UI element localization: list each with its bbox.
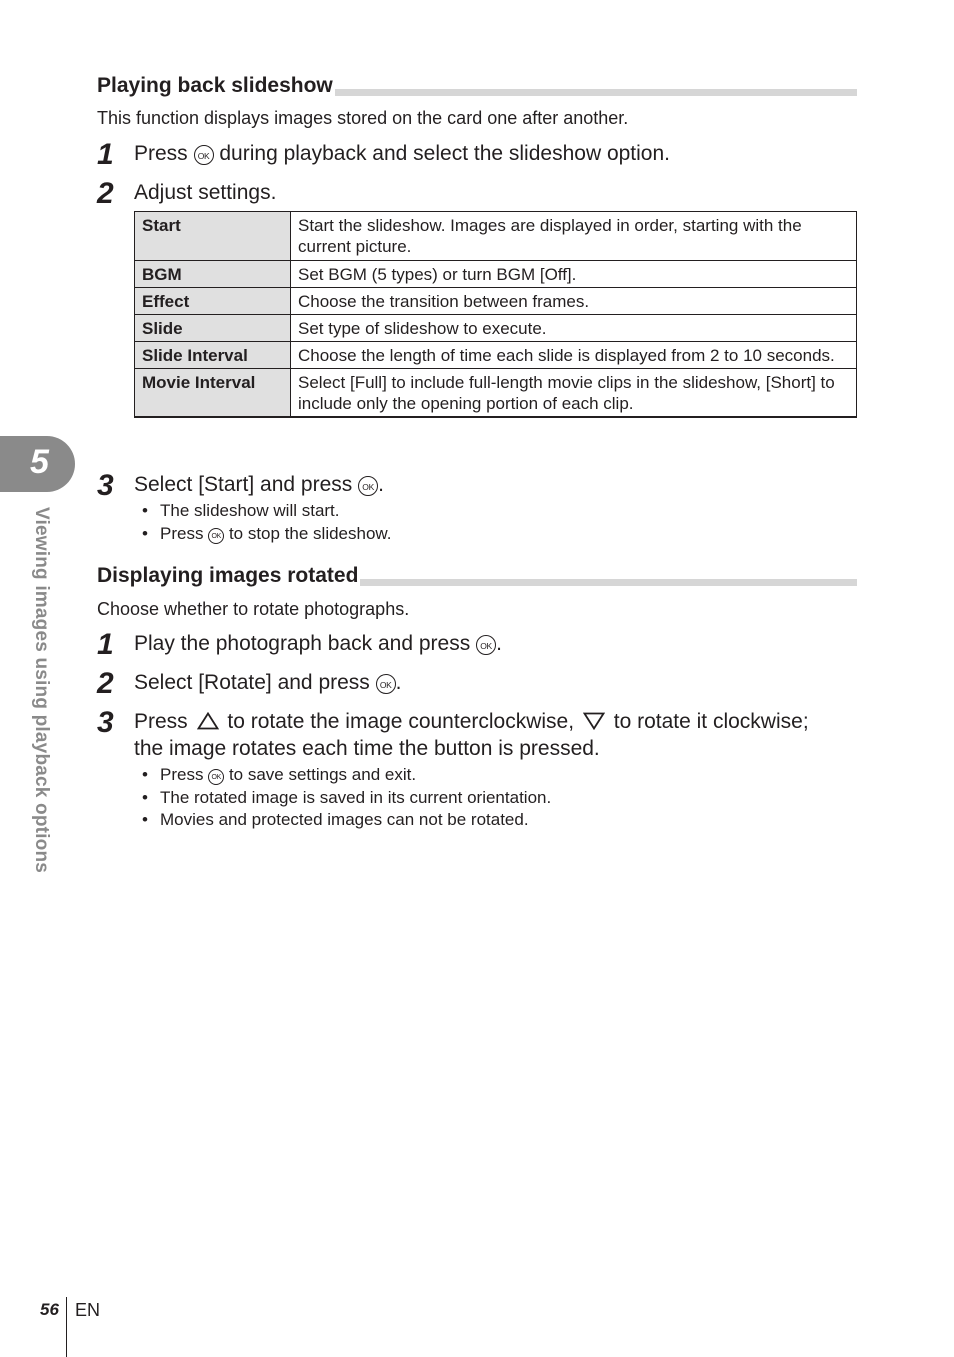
settings-table xyxy=(134,211,857,418)
list-item: • Press OK to save settings and exit. xyxy=(142,764,551,787)
step-number: 2 xyxy=(97,177,114,210)
table-row xyxy=(135,342,857,369)
setting-description: Set BGM (5 types) or turn BGM [Off]. xyxy=(291,261,857,288)
table-row xyxy=(135,212,857,261)
step-number: 3 xyxy=(97,469,114,502)
down-arrow-icon xyxy=(583,712,605,730)
setting-description: Choose the transition between frames. xyxy=(291,288,857,315)
setting-description: Select [Full] to include full-length movie clips in the slideshow, [Short] to include only the opening portion of each clip. xyxy=(291,369,857,418)
section-title: Displaying images rotated xyxy=(97,564,359,587)
list-item: • The rotated image is saved in its current orientation. xyxy=(142,787,551,810)
section-title: Playing back slideshow xyxy=(97,74,333,97)
bullet-list xyxy=(142,764,551,832)
bullet: • xyxy=(142,787,148,807)
setting-description: Start the slideshow. Images are displayed in order, starting with the current picture. xyxy=(291,212,857,261)
chapter-tab xyxy=(0,436,75,492)
step-number: 1 xyxy=(97,628,114,661)
section-intro: Choose whether to rotate photographs. xyxy=(97,599,410,619)
page-number: 56 xyxy=(40,1300,59,1319)
section-heading-rotate xyxy=(97,562,857,592)
chapter-number: 5 xyxy=(30,443,49,481)
setting-description: Set type of slideshow to execute. xyxy=(291,315,857,342)
list-item: • Movies and protected images can not be rotated. xyxy=(142,809,551,832)
ok-button-icon: OK xyxy=(208,528,224,544)
step-instruction: Press to rotate the image counterclockwise, to rotate it clockwise; the image rotates each time the button is pressed. xyxy=(134,710,809,760)
ok-button-icon: OK xyxy=(208,769,224,785)
footer-divider xyxy=(66,1297,67,1357)
setting-description: Choose the length of time each slide is displayed from 2 to 10 seconds. xyxy=(291,342,857,369)
step-instruction: Press OK during playback and select the slideshow option. xyxy=(134,142,670,165)
step-number: 1 xyxy=(97,138,114,171)
table-row xyxy=(135,288,857,315)
section-intro: This function displays images stored on the card one after another. xyxy=(97,108,629,128)
setting-name: Start xyxy=(135,212,291,261)
setting-name: Movie Interval xyxy=(135,369,291,418)
bullet: • xyxy=(142,765,148,784)
table-row xyxy=(135,315,857,342)
step-number: 3 xyxy=(97,706,114,739)
up-arrow-icon xyxy=(197,712,219,730)
table-row xyxy=(135,261,857,288)
step-number: 2 xyxy=(97,667,114,700)
setting-name: Effect xyxy=(135,288,291,315)
ok-button-icon: OK xyxy=(476,635,496,655)
bullet: • xyxy=(142,523,148,543)
chapter-side-label: Viewing images using playback options xyxy=(31,507,52,874)
language-code: EN xyxy=(75,1300,101,1320)
setting-name: Slide xyxy=(135,315,291,342)
setting-name: BGM xyxy=(135,261,291,288)
setting-name: Slide Interval xyxy=(135,342,291,369)
step-instruction: Play the photograph back and press OK . xyxy=(134,632,502,655)
list-item: • Press OK to stop the slideshow. xyxy=(142,523,391,546)
bullet: • xyxy=(142,501,148,520)
ok-button-icon: OK xyxy=(376,674,396,694)
ok-button-icon: OK xyxy=(358,476,378,496)
bullet-list xyxy=(142,500,391,545)
section-heading-slideshow xyxy=(97,72,857,102)
table-row xyxy=(135,369,857,418)
step-instruction: Adjust settings. xyxy=(134,181,277,204)
ok-button-icon: OK xyxy=(194,145,214,165)
step-instruction: Select [Rotate] and press OK . xyxy=(134,671,402,694)
bullet: • xyxy=(142,810,148,829)
step-instruction: Select [Start] and press OK . xyxy=(134,473,384,496)
list-item: • The slideshow will start. xyxy=(142,500,391,523)
